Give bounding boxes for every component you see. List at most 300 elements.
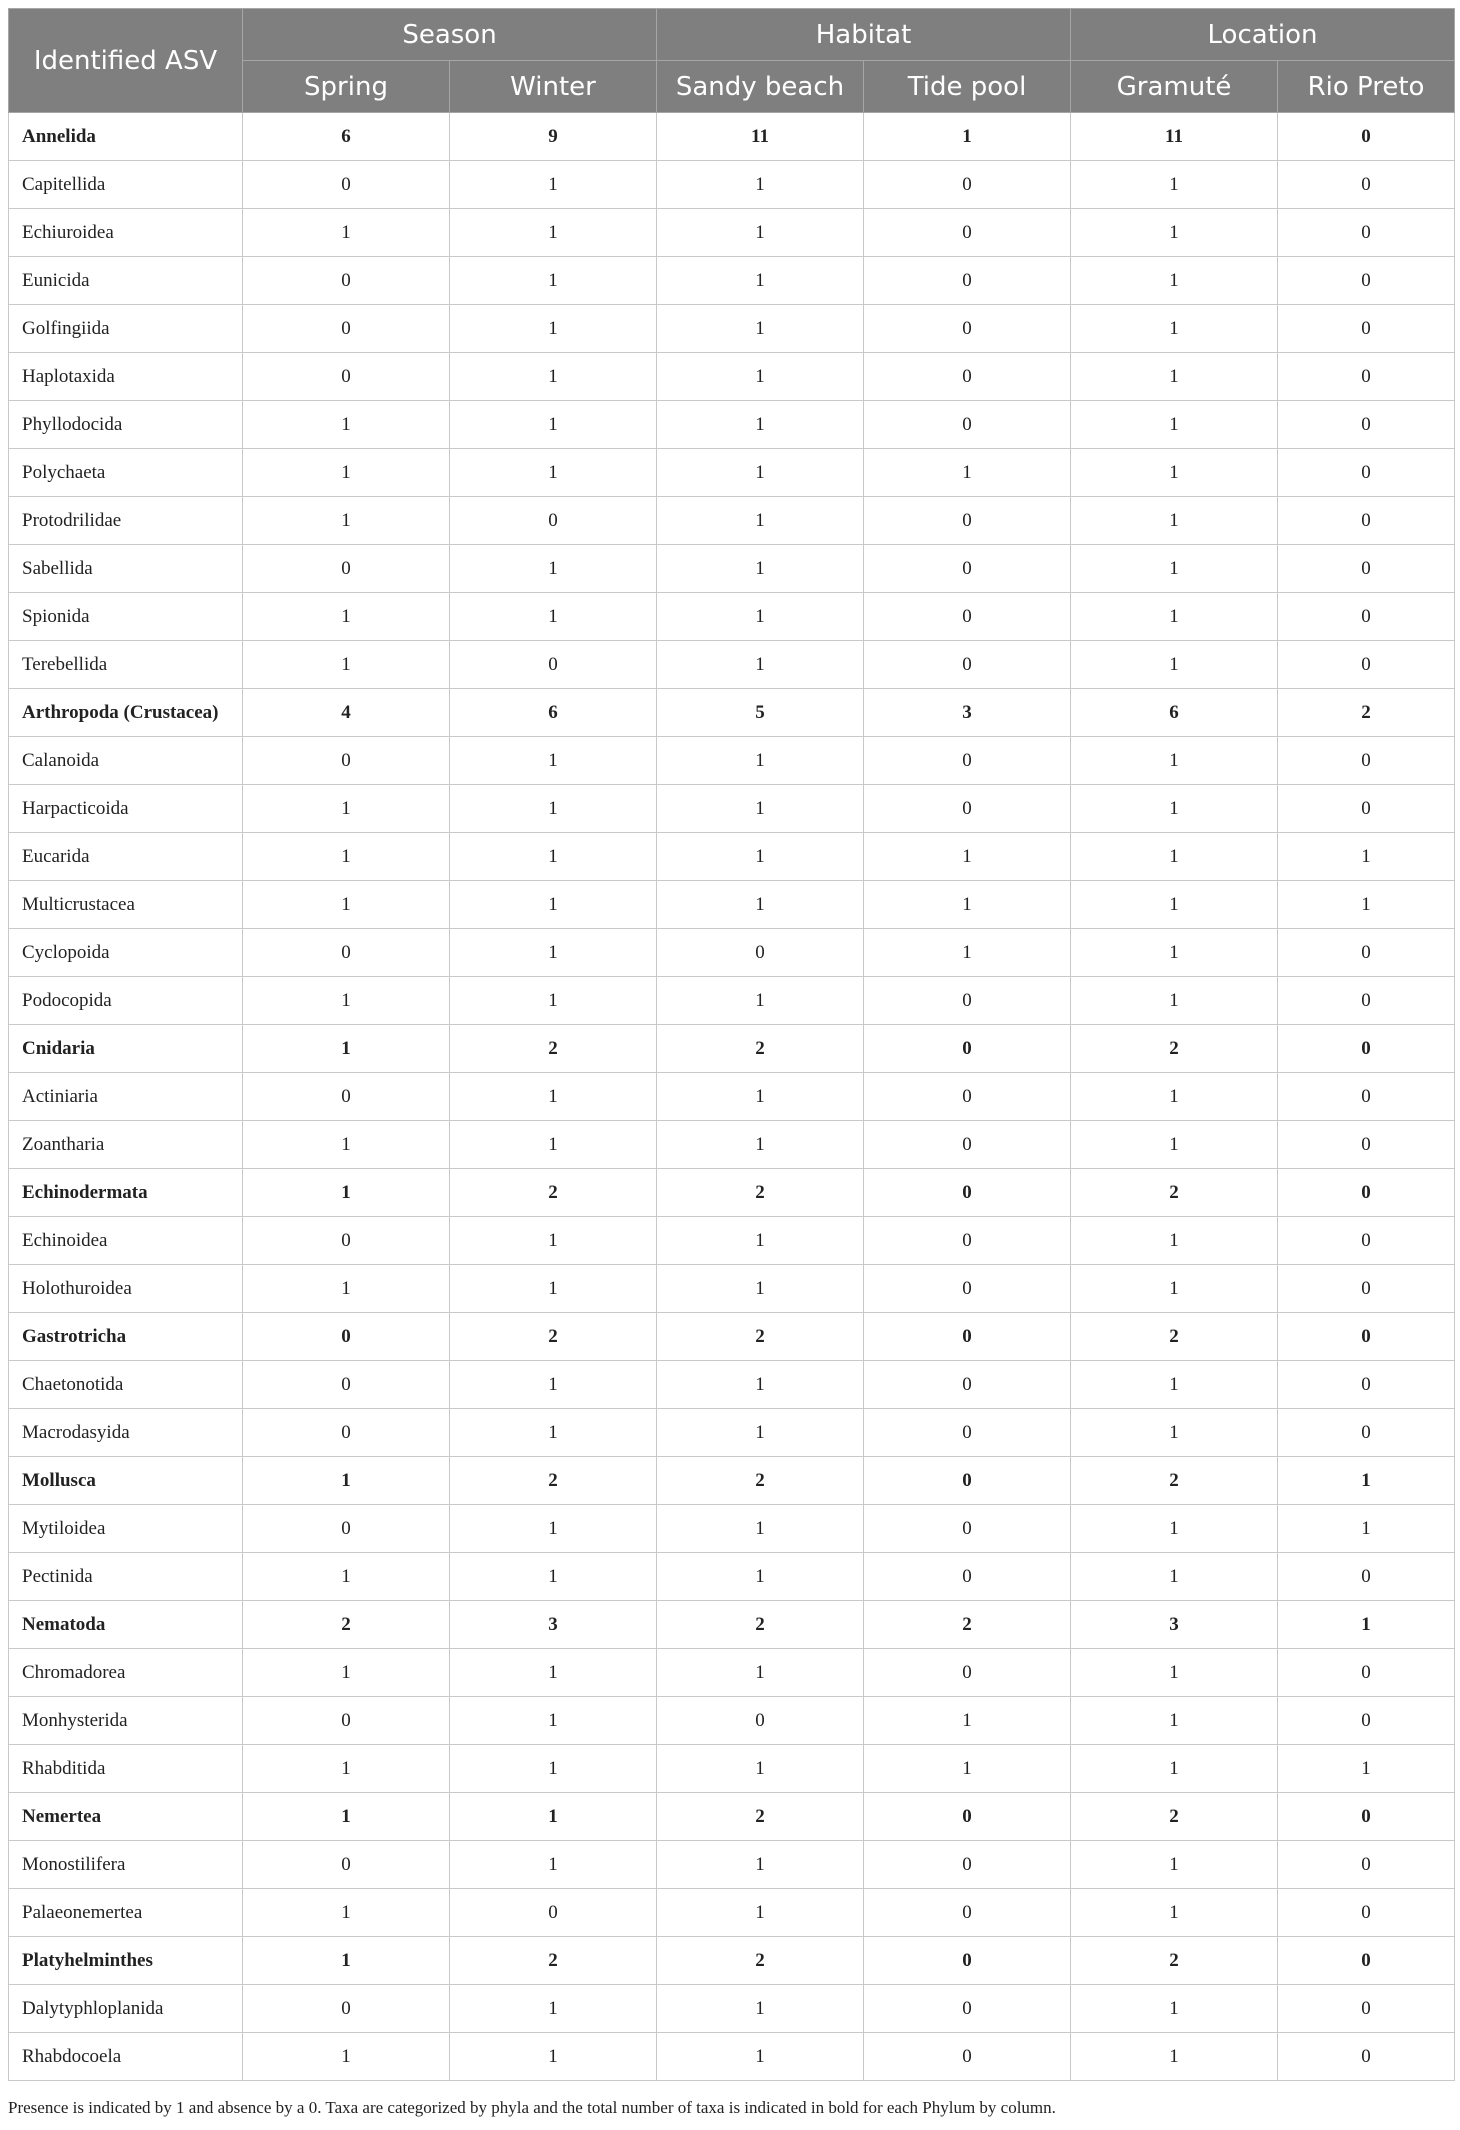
value-cell: 0 — [864, 1793, 1071, 1841]
value-cell: 1 — [657, 161, 864, 209]
value-cell: 0 — [1278, 161, 1455, 209]
taxon-name-cell: Chromadorea — [9, 1649, 243, 1697]
table-row — [9, 1553, 1455, 1601]
taxa-presence-table — [8, 8, 1455, 2081]
value-cell: 1 — [657, 737, 864, 785]
value-cell: 1 — [243, 977, 450, 1025]
value-cell: 0 — [864, 1937, 1071, 1985]
value-cell: 1 — [657, 497, 864, 545]
table-row — [9, 1265, 1455, 1313]
table-row — [9, 1409, 1455, 1457]
value-cell: 0 — [864, 641, 1071, 689]
value-cell: 0 — [1278, 1073, 1455, 1121]
value-cell: 2 — [1278, 689, 1455, 737]
value-cell: 0 — [864, 1457, 1071, 1505]
value-cell: 0 — [1278, 1217, 1455, 1265]
taxon-name-cell: Calanoida — [9, 737, 243, 785]
taxon-name-cell: Nematoda — [9, 1601, 243, 1649]
value-cell: 0 — [450, 1889, 657, 1937]
value-cell: 1 — [1071, 1697, 1278, 1745]
value-cell: 0 — [864, 305, 1071, 353]
value-cell: 0 — [1278, 497, 1455, 545]
table-row — [9, 1217, 1455, 1265]
value-cell: 1 — [1071, 641, 1278, 689]
value-cell: 0 — [1278, 785, 1455, 833]
taxon-name-cell: Multicrustacea — [9, 881, 243, 929]
header-col-winter: Winter — [450, 61, 657, 113]
value-cell: 1 — [243, 1265, 450, 1313]
value-cell: 1 — [1071, 2033, 1278, 2081]
value-cell: 2 — [243, 1601, 450, 1649]
value-cell: 1 — [450, 833, 657, 881]
table-row — [9, 497, 1455, 545]
value-cell: 1 — [450, 785, 657, 833]
value-cell: 1 — [243, 449, 450, 497]
value-cell: 0 — [657, 929, 864, 977]
value-cell: 1 — [450, 1793, 657, 1841]
taxon-name-cell: Podocopida — [9, 977, 243, 1025]
taxon-name-cell: Rhabditida — [9, 1745, 243, 1793]
table-footnote: Presence is indicated by 1 and absence by a 0. Taxa are categorized by phyla and the total number of taxa is indicated in bold for each Phylum by column. — [8, 2098, 1056, 2117]
value-cell: 1 — [657, 1985, 864, 2033]
value-cell: 1 — [450, 1361, 657, 1409]
value-cell: 1 — [1278, 1505, 1455, 1553]
value-cell: 2 — [657, 1313, 864, 1361]
value-cell: 0 — [243, 1409, 450, 1457]
value-cell: 0 — [864, 1889, 1071, 1937]
value-cell: 0 — [864, 209, 1071, 257]
value-cell: 1 — [1071, 785, 1278, 833]
value-cell: 1 — [864, 1697, 1071, 1745]
value-cell: 0 — [243, 1217, 450, 1265]
table-row — [9, 2033, 1455, 2081]
value-cell: 0 — [864, 1073, 1071, 1121]
value-cell: 2 — [1071, 1025, 1278, 1073]
value-cell: 1 — [657, 1649, 864, 1697]
value-cell: 0 — [243, 1841, 450, 1889]
table-row — [9, 833, 1455, 881]
table-row — [9, 593, 1455, 641]
value-cell: 0 — [1278, 113, 1455, 161]
value-cell: 1 — [657, 209, 864, 257]
value-cell: 1 — [243, 881, 450, 929]
value-cell: 1 — [1071, 1217, 1278, 1265]
value-cell: 1 — [657, 401, 864, 449]
value-cell: 1 — [1071, 1121, 1278, 1169]
table-row — [9, 1073, 1455, 1121]
taxon-name-cell: Polychaeta — [9, 449, 243, 497]
value-cell: 2 — [657, 1169, 864, 1217]
value-cell: 2 — [1071, 1793, 1278, 1841]
value-cell: 0 — [243, 929, 450, 977]
value-cell: 0 — [1278, 2033, 1455, 2081]
table-row — [9, 401, 1455, 449]
value-cell: 0 — [1278, 1649, 1455, 1697]
value-cell: 1 — [450, 353, 657, 401]
value-cell: 0 — [1278, 977, 1455, 1025]
value-cell: 0 — [1278, 1265, 1455, 1313]
value-cell: 1 — [450, 1697, 657, 1745]
value-cell: 2 — [1071, 1937, 1278, 1985]
table-row — [9, 785, 1455, 833]
value-cell: 1 — [450, 1121, 657, 1169]
value-cell: 1 — [1071, 1505, 1278, 1553]
value-cell: 1 — [1071, 1361, 1278, 1409]
value-cell: 1 — [657, 449, 864, 497]
taxon-name-cell: Harpacticoida — [9, 785, 243, 833]
value-cell: 0 — [864, 1169, 1071, 1217]
value-cell: 1 — [657, 1409, 864, 1457]
table-row — [9, 353, 1455, 401]
taxon-name-cell: Pectinida — [9, 1553, 243, 1601]
header-col-rio-preto: Rio Preto — [1278, 61, 1455, 113]
value-cell: 1 — [243, 1169, 450, 1217]
value-cell: 0 — [1278, 401, 1455, 449]
value-cell: 11 — [1071, 113, 1278, 161]
value-cell: 1 — [1071, 1985, 1278, 2033]
value-cell: 0 — [243, 353, 450, 401]
value-cell: 11 — [657, 113, 864, 161]
value-cell: 2 — [450, 1025, 657, 1073]
header-col-gramute: Gramuté — [1071, 61, 1278, 113]
value-cell: 0 — [1278, 1697, 1455, 1745]
value-cell: 0 — [864, 2033, 1071, 2081]
value-cell: 0 — [1278, 1121, 1455, 1169]
value-cell: 1 — [450, 1265, 657, 1313]
taxon-name-cell: Echinoidea — [9, 1217, 243, 1265]
value-cell: 0 — [1278, 545, 1455, 593]
taxon-name-cell: Dalytyphloplanida — [9, 1985, 243, 2033]
value-cell: 0 — [1278, 257, 1455, 305]
value-cell: 3 — [1071, 1601, 1278, 1649]
taxon-name-cell: Spionida — [9, 593, 243, 641]
value-cell: 1 — [1071, 161, 1278, 209]
table-row — [9, 1745, 1455, 1793]
value-cell: 1 — [243, 593, 450, 641]
value-cell: 1 — [450, 1409, 657, 1457]
value-cell: 3 — [450, 1601, 657, 1649]
value-cell: 0 — [1278, 1793, 1455, 1841]
value-cell: 1 — [1071, 881, 1278, 929]
value-cell: 1 — [243, 785, 450, 833]
value-cell: 1 — [1278, 833, 1455, 881]
value-cell: 1 — [657, 881, 864, 929]
table-row — [9, 1361, 1455, 1409]
value-cell: 0 — [864, 1505, 1071, 1553]
value-cell: 0 — [864, 545, 1071, 593]
value-cell: 1 — [657, 1217, 864, 1265]
phylum-row — [9, 1793, 1455, 1841]
taxon-name-cell: Palaeonemertea — [9, 1889, 243, 1937]
value-cell: 1 — [243, 1745, 450, 1793]
value-cell: 6 — [243, 113, 450, 161]
value-cell: 0 — [864, 737, 1071, 785]
value-cell: 2 — [657, 1457, 864, 1505]
value-cell: 1 — [1071, 1553, 1278, 1601]
phylum-row — [9, 1025, 1455, 1073]
value-cell: 1 — [1071, 833, 1278, 881]
value-cell: 1 — [657, 1553, 864, 1601]
value-cell: 1 — [1278, 1745, 1455, 1793]
value-cell: 1 — [657, 1505, 864, 1553]
value-cell: 1 — [243, 1457, 450, 1505]
value-cell: 2 — [450, 1457, 657, 1505]
value-cell: 1 — [657, 1361, 864, 1409]
taxon-name-cell: Phyllodocida — [9, 401, 243, 449]
value-cell: 0 — [1278, 1985, 1455, 2033]
value-cell: 1 — [657, 257, 864, 305]
value-cell: 3 — [864, 689, 1071, 737]
value-cell: 1 — [450, 1649, 657, 1697]
value-cell: 1 — [450, 593, 657, 641]
value-cell: 0 — [1278, 305, 1455, 353]
value-cell: 1 — [450, 305, 657, 353]
taxon-name-cell: Terebellida — [9, 641, 243, 689]
table-row — [9, 161, 1455, 209]
value-cell: 0 — [1278, 929, 1455, 977]
header-identified-asv: Identified ASV — [9, 9, 243, 113]
value-cell: 0 — [1278, 1361, 1455, 1409]
taxon-name-cell: Mytiloidea — [9, 1505, 243, 1553]
value-cell: 1 — [657, 305, 864, 353]
value-cell: 1 — [657, 1121, 864, 1169]
value-cell: 0 — [864, 1265, 1071, 1313]
value-cell: 1 — [1071, 257, 1278, 305]
value-cell: 1 — [657, 1265, 864, 1313]
table-row — [9, 1121, 1455, 1169]
value-cell: 1 — [1071, 401, 1278, 449]
value-cell: 1 — [243, 209, 450, 257]
value-cell: 0 — [1278, 209, 1455, 257]
value-cell: 1 — [1071, 593, 1278, 641]
value-cell: 1 — [657, 1745, 864, 1793]
value-cell: 0 — [864, 401, 1071, 449]
taxon-name-cell: Macrodasyida — [9, 1409, 243, 1457]
taxon-name-cell: Gastrotricha — [9, 1313, 243, 1361]
value-cell: 0 — [243, 305, 450, 353]
value-cell: 1 — [657, 1841, 864, 1889]
value-cell: 5 — [657, 689, 864, 737]
value-cell: 0 — [243, 737, 450, 785]
value-cell: 1 — [450, 545, 657, 593]
table-row — [9, 1889, 1455, 1937]
table-row — [9, 1697, 1455, 1745]
value-cell: 1 — [657, 785, 864, 833]
value-cell: 1 — [1071, 497, 1278, 545]
value-cell: 0 — [864, 497, 1071, 545]
table-row — [9, 1505, 1455, 1553]
value-cell: 1 — [243, 1937, 450, 1985]
taxon-name-cell: Monhysterida — [9, 1697, 243, 1745]
value-cell: 1 — [450, 209, 657, 257]
taxon-name-cell: Haplotaxida — [9, 353, 243, 401]
table-header — [9, 9, 1455, 113]
header-col-tide-pool: Tide pool — [864, 61, 1071, 113]
taxon-name-cell: Chaetonotida — [9, 1361, 243, 1409]
value-cell: 2 — [1071, 1313, 1278, 1361]
table-row — [9, 209, 1455, 257]
value-cell: 1 — [450, 257, 657, 305]
value-cell: 2 — [1071, 1169, 1278, 1217]
value-cell: 1 — [864, 449, 1071, 497]
value-cell: 0 — [657, 1697, 864, 1745]
value-cell: 1 — [450, 1073, 657, 1121]
value-cell: 1 — [1071, 1073, 1278, 1121]
taxon-name-cell: Golfingiida — [9, 305, 243, 353]
value-cell: 0 — [864, 353, 1071, 401]
taxon-name-cell: Echiuroidea — [9, 209, 243, 257]
value-cell: 2 — [657, 1601, 864, 1649]
table-row — [9, 641, 1455, 689]
value-cell: 1 — [1071, 929, 1278, 977]
value-cell: 1 — [243, 833, 450, 881]
value-cell: 0 — [864, 257, 1071, 305]
value-cell: 1 — [450, 737, 657, 785]
value-cell: 0 — [1278, 1553, 1455, 1601]
value-cell: 0 — [1278, 641, 1455, 689]
phylum-row — [9, 1457, 1455, 1505]
value-cell: 1 — [450, 401, 657, 449]
value-cell: 1 — [243, 1025, 450, 1073]
value-cell: 1 — [243, 641, 450, 689]
taxon-name-cell: Echinodermata — [9, 1169, 243, 1217]
value-cell: 1 — [450, 1217, 657, 1265]
value-cell: 0 — [864, 1361, 1071, 1409]
value-cell: 0 — [864, 1313, 1071, 1361]
value-cell: 1 — [450, 1985, 657, 2033]
value-cell: 1 — [1071, 1745, 1278, 1793]
value-cell: 1 — [1071, 209, 1278, 257]
value-cell: 6 — [1071, 689, 1278, 737]
value-cell: 0 — [864, 1649, 1071, 1697]
value-cell: 1 — [1071, 1841, 1278, 1889]
value-cell: 1 — [864, 929, 1071, 977]
value-cell: 1 — [1071, 1265, 1278, 1313]
value-cell: 0 — [1278, 1313, 1455, 1361]
table-row — [9, 449, 1455, 497]
value-cell: 1 — [450, 1553, 657, 1601]
value-cell: 1 — [1071, 1649, 1278, 1697]
value-cell: 9 — [450, 113, 657, 161]
value-cell: 1 — [1071, 1409, 1278, 1457]
value-cell: 0 — [864, 977, 1071, 1025]
taxa-table-container — [8, 8, 1454, 2081]
table-row — [9, 1841, 1455, 1889]
value-cell: 1 — [657, 833, 864, 881]
value-cell: 0 — [1278, 1169, 1455, 1217]
taxon-name-cell: Actiniaria — [9, 1073, 243, 1121]
taxon-name-cell: Annelida — [9, 113, 243, 161]
value-cell: 0 — [243, 257, 450, 305]
header-group-season: Season — [243, 9, 657, 61]
value-cell: 1 — [657, 353, 864, 401]
value-cell: 0 — [864, 1553, 1071, 1601]
value-cell: 1 — [1071, 977, 1278, 1025]
phylum-row — [9, 1313, 1455, 1361]
value-cell: 4 — [243, 689, 450, 737]
value-cell: 0 — [1278, 1889, 1455, 1937]
header-col-sandy-beach: Sandy beach — [657, 61, 864, 113]
value-cell: 1 — [864, 881, 1071, 929]
table-row — [9, 305, 1455, 353]
value-cell: 0 — [243, 1313, 450, 1361]
taxon-name-cell: Eunicida — [9, 257, 243, 305]
value-cell: 0 — [864, 1409, 1071, 1457]
value-cell: 1 — [657, 977, 864, 1025]
phylum-row — [9, 1169, 1455, 1217]
phylum-row — [9, 1937, 1455, 1985]
value-cell: 1 — [1071, 449, 1278, 497]
value-cell: 0 — [864, 1025, 1071, 1073]
value-cell: 1 — [1278, 1457, 1455, 1505]
header-group-location: Location — [1071, 9, 1455, 61]
value-cell: 0 — [450, 641, 657, 689]
value-cell: 2 — [450, 1937, 657, 1985]
value-cell: 2 — [450, 1169, 657, 1217]
taxon-name-cell: Sabellida — [9, 545, 243, 593]
value-cell: 1 — [450, 881, 657, 929]
value-cell: 0 — [864, 1985, 1071, 2033]
phylum-row — [9, 113, 1455, 161]
phylum-row — [9, 1601, 1455, 1649]
value-cell: 1 — [243, 1793, 450, 1841]
value-cell: 1 — [1071, 1889, 1278, 1937]
value-cell: 1 — [243, 1553, 450, 1601]
value-cell: 1 — [657, 1073, 864, 1121]
taxon-name-cell: Monostilifera — [9, 1841, 243, 1889]
value-cell: 0 — [1278, 1841, 1455, 1889]
value-cell: 6 — [450, 689, 657, 737]
value-cell: 0 — [1278, 353, 1455, 401]
value-cell: 1 — [450, 1841, 657, 1889]
value-cell: 2 — [864, 1601, 1071, 1649]
value-cell: 1 — [864, 113, 1071, 161]
table-row — [9, 1985, 1455, 2033]
value-cell: 1 — [1071, 545, 1278, 593]
value-cell: 2 — [657, 1937, 864, 1985]
value-cell: 1 — [864, 1745, 1071, 1793]
value-cell: 1 — [243, 1889, 450, 1937]
taxon-name-cell: Mollusca — [9, 1457, 243, 1505]
taxon-name-cell: Capitellida — [9, 161, 243, 209]
value-cell: 0 — [243, 1697, 450, 1745]
value-cell: 1 — [657, 1889, 864, 1937]
table-row — [9, 545, 1455, 593]
value-cell: 1 — [243, 1649, 450, 1697]
value-cell: 1 — [450, 161, 657, 209]
value-cell: 1 — [450, 977, 657, 1025]
value-cell: 0 — [864, 1121, 1071, 1169]
table-row — [9, 737, 1455, 785]
taxon-name-cell: Rhabdocoela — [9, 2033, 243, 2081]
value-cell: 0 — [243, 1073, 450, 1121]
value-cell: 0 — [864, 161, 1071, 209]
value-cell: 0 — [243, 1505, 450, 1553]
value-cell: 0 — [864, 785, 1071, 833]
value-cell: 1 — [1071, 305, 1278, 353]
value-cell: 0 — [243, 545, 450, 593]
taxon-name-cell: Cyclopoida — [9, 929, 243, 977]
table-row — [9, 881, 1455, 929]
value-cell: 1 — [243, 497, 450, 545]
value-cell: 1 — [1278, 881, 1455, 929]
value-cell: 0 — [450, 497, 657, 545]
taxon-name-cell: Nemertea — [9, 1793, 243, 1841]
taxon-name-cell: Arthropoda (Crustacea) — [9, 689, 243, 737]
value-cell: 1 — [450, 929, 657, 977]
value-cell: 1 — [243, 2033, 450, 2081]
value-cell: 0 — [1278, 449, 1455, 497]
